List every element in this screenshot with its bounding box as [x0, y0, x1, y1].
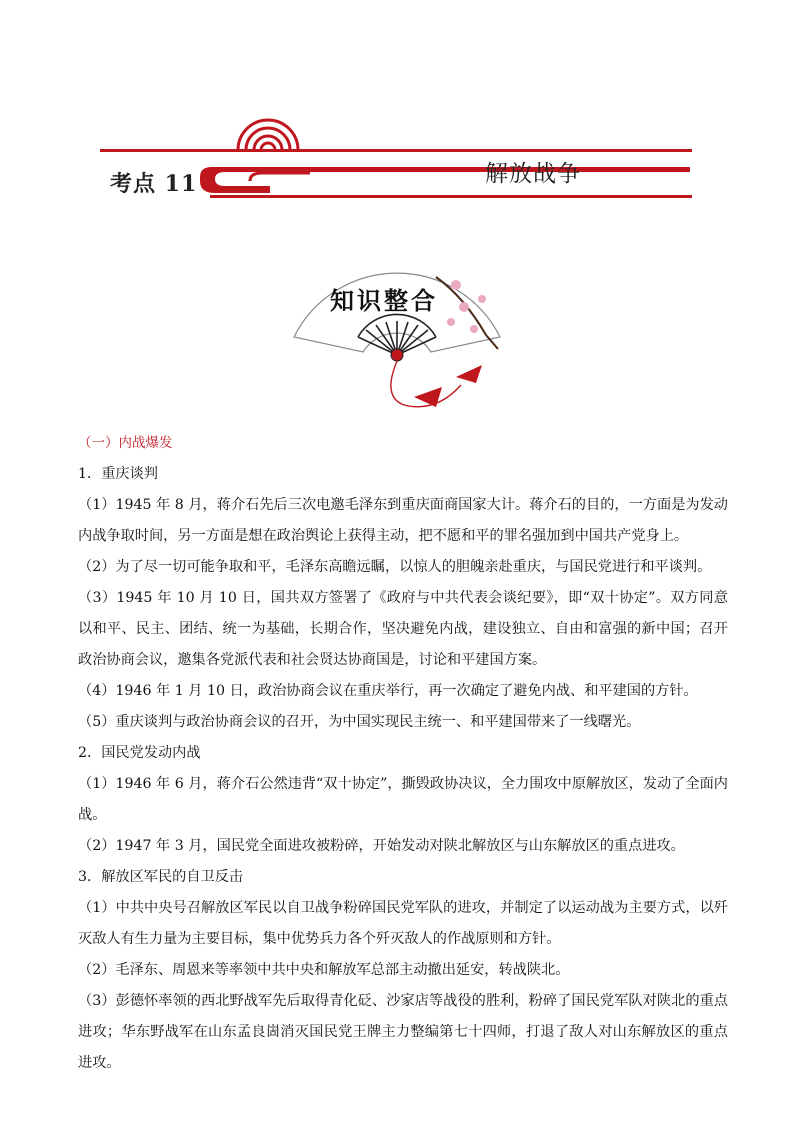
- chapter-title: 解放战争: [485, 161, 581, 187]
- paragraph-5: （5）重庆谈判与政治协商会议的召开，为中国实现民主统一、和平建国带来了一线曙光。: [78, 714, 641, 730]
- paragraph-6: （1）1946 年 6 月，蒋介石公然违背“双十协定”，撕毁政协决议，全力围攻中原解放区，发动了全面内战。: [78, 776, 728, 823]
- paragraph-10: （3）彭德怀率领的西北野战军先后取得青化砭、沙家店等战役的胜利，粉碎了国民党军队对陕北的重点进攻；华东野战军在山东孟良崮消灭国民党王牌主力整编第七十四师，打退了敌人对山东解放区的重点进攻。: [78, 993, 728, 1071]
- paragraph-9: （2）毛泽东、周恩来等率领中共中央和解放军总部主动撤出延安，转战陕北。: [78, 962, 570, 978]
- paragraph-3: （3）1945 年 10 月 10 日，国共双方签署了《政府与中共代表会谈纪要》，即“双十协定”。双方同意以和平、民主、团结、统一为基础，长期合作，坚决避免内战，建设独立、自由和富强的新中国；召开政治协商会议，邀集各党派代表和社会贤达协商国是，讨论和平建国方案。: [78, 590, 728, 668]
- paragraph-2: （2）为了尽一切可能争取和平，毛泽东高瞻远瞩，以惊人的胆魄亲赴重庆，与国民党进行和平谈判。: [78, 559, 712, 575]
- subheading-1: 1．重庆谈判: [78, 466, 158, 482]
- paragraph-8: （1）中共中央号召解放区军民以自卫战争粉碎国民党军队的进攻，并制定了以运动战为主要方式，以歼灭敌人有生力量为主要目标，集中优势兵力各个歼灭敌人的作战原则和方针。: [78, 900, 728, 947]
- subheading-2: 2．国民党发动内战: [78, 745, 201, 761]
- document-body: [78, 428, 728, 1079]
- paragraph-7: （2）1947 年 3 月，国民党全面进攻被粉碎，开始发动对陕北解放区与山东解放区的重点进攻。: [78, 838, 685, 854]
- paragraph-4: （4）1946 年 1 月 10 日，政治协商会议在重庆举行，再一次确定了避免内战、和平建国的方针。: [78, 683, 698, 699]
- chapter-header: [100, 115, 692, 205]
- paragraph-1: （1）1945 年 8 月，蒋介石先后三次电邀毛泽东到重庆面商国家大计。蒋介石的目的，一方面是为发动内战争取时间，另一方面是想在政治舆论上获得主动，把不愿和平的罪名强加到中国共产党身上。: [78, 497, 728, 544]
- section-heading: （一）内战爆发: [78, 435, 173, 451]
- knowledge-banner-text: 知识整合: [330, 286, 438, 315]
- knowledge-fan-illustration: [286, 237, 508, 415]
- subheading-3: 3．解放区军民的自卫反击: [78, 869, 244, 885]
- chapter-label: 考点 11: [110, 171, 198, 197]
